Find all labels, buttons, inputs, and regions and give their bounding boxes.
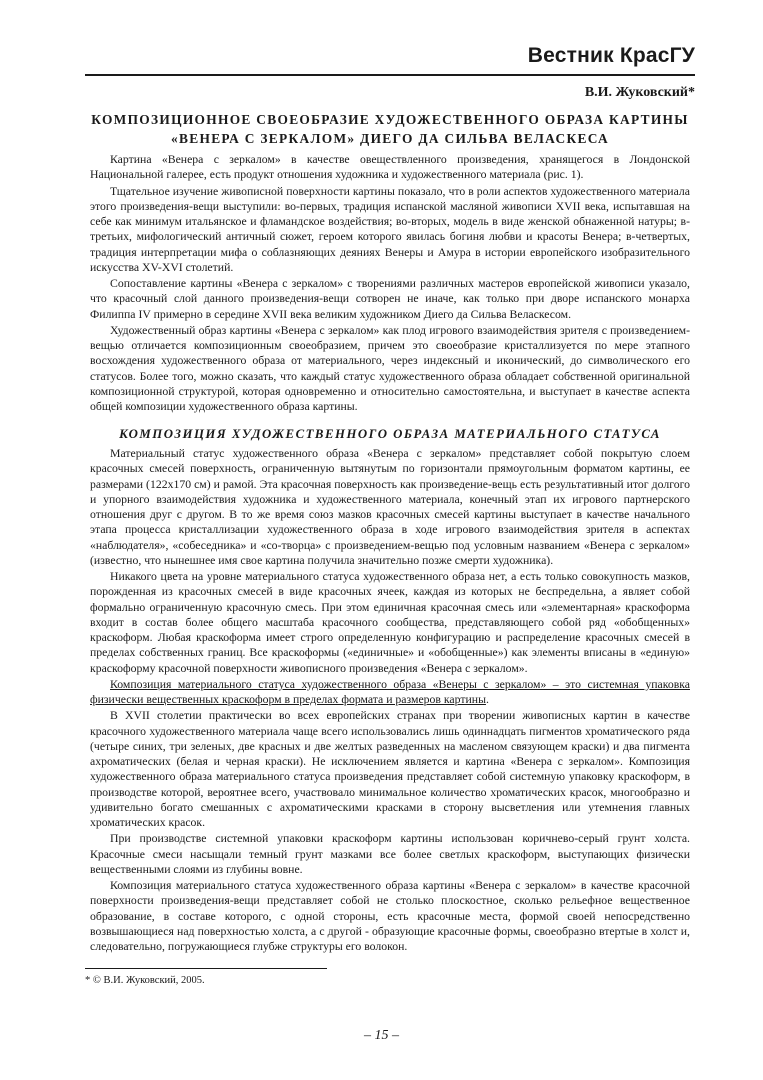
paragraph: Сопоставление картины «Венера с зеркалом» с творениями различных мастеров европейской живописи указало, что красочный слой данного произведения-вещи сотворен не иначе, как только при дворе испанского монарха Филиппа IV примерно в середине XVII века великим художником Диего да Сильва Веласкесом. [90,277,690,321]
footnote-divider [85,968,327,969]
paragraph: Композиция материального статуса художественного образа картины «Венера с зеркалом» в качестве красочной поверхности произведения-вещи представляет собой не столько плоскостное, сколько рельефное вещественное образование, в составе которого, с одной стороны, есть красочные места, формой своей непосредственно возвышающиеся над поверхностью холста, а с другой - образующие красочные формы, своеобразно втертые в холст и, следовательно, погружающиеся глубже структуры его волокон. [90,879,690,953]
journal-header [85,40,695,76]
section-heading: КОМПОЗИЦИЯ ХУДОЖЕСТВЕННОГО ОБРАЗА МАТЕРИАЛЬНОГО СТАТУСА [119,427,661,441]
journal-title: Вестник КрасГУ [527,44,695,67]
author-name: В.И. Жуковский* [584,85,695,100]
paragraph: Тщательное изучение живописной поверхности картины показало, что в роли аспектов художественного материала этого произведения-вещи выступили: во-первых, традиция испанской масляной живописи XVII века, испытавшая на себе как минимум итальянское и фламандское воздействия; во-вторых, модель в виде женской обнаженной натуры; в-третьих, мифологический античный сюжет, героем которого явилась богиня любви и красоты Венера; в-четвертых, традиция интерпретации мифа о соблазняющих деяниях Венеры и Амура в истории европейского изобразительного искусства XV-XVI столетий. [90,184,690,274]
paragraph: Художественный образ картины «Венера с зеркалом» как плод игрового взаимодействия зрителя с произведением-вещью отличается композиционным своеобразием, причем это своеобразие кристаллизуется по мере этапного восхождения художественного образа от материального, через индексный и иконический, до символического его статусов. Более того, можно сказать, что каждый статус художественного образа обладает собственной оригинальной композиционной структурой, которая одновременно и относительно самостоятельна, и выступает в качестве аспекта общей композиции художественного образа картины. [90,323,690,413]
paragraph: Картина «Венера с зеркалом» в качестве овеществленного произведения, хранящегося в Лондонской Национальной галерее, есть продукт отношения художника и художественного материала (рис. 1). [90,153,690,182]
paragraph: Материальный статус художественного образа «Венера с зеркалом» представляет собой покрытую слоем красочных смесей поверхность, ограниченную вытянутым по горизонтали прямоугольным форматом картины, ее размерами (122х170 см) и рамой. Эта красочная поверхность как произведение-вещь есть результативный итог долгого и упорного взаимодействия художника и художественного материала, конечный этап их игрового партнерского отношения друг с другом. В то же время союз мазков красочных смесей картины выступает в качестве начального этапа процесса кристаллизации художественного образа в ходе игрового взаимодействия зрителя в аспектах «наблюдателя», «собеседника» и «со-творца» с произведением-вещью под условным названием «Венера с зеркалом» (известно, что нынешнее имя свое картина получила значительно позже смерти художника). [90,447,690,567]
article-title [85,110,695,148]
footnote: * © В.И. Жуковский, 2005. [85,975,205,986]
paragraph: Никакого цвета на уровне материального статуса художественного образа нет, а есть только совокупность мазков, порожденная из красочных смесей в виде красочных ячеек, каждая из которых не беспредельна, а являет собой формально ограниченную красочную смесь. При этом единичная красочная смесь или «элементарная» краскоформа входит в состав более общего масштаба красочного сообщества, представляющего собой ряд «обобщенных» краскоформ. Любая краскоформа имеет строго определенную конфигурацию и распределение красочных смесей в пределах собственных границ. Все краскоформы («единичные» и «обобщенные») как элементы вписаны в «единую» краскоформу красочной поверхности живописного произведения «Венера с зеркалом». [90,570,690,675]
page-number: – 15 – [364,1028,399,1043]
intro-text [90,152,690,415]
statement-end: . [485,693,489,706]
article-title-line-1: КОМПОЗИЦИОННОЕ СВОЕОБРАЗИЕ ХУДОЖЕСТВЕННОГО ОБРАЗА КАРТИНЫ [91,112,689,127]
paragraph-key-statement [90,677,690,708]
underlined-statement: Композиция материального статуса художественного образа «Венеры с зеркалом» – это системная упаковка физически вещественных краскоформ в пределах формата и размеров картины [90,677,690,706]
paragraph: В XVII столетии практически во всех европейских странах при творении живописных картин в качестве красочного художественного материала чаще всего использовались лишь одиннадцать пигментов хроматического ряда (четыре синих, три зеленых, две красных и две желтых разведенных на масленом связующем краски) и два пигмента ахроматических (белая и черная краски). Не исключением является и картина «Венера с зеркалом». Композиция художественного образа материального статуса произведения представляет собой системную упаковку краскоформ, в производстве которой, вероятнее всего, участвовало минимальное количество хроматических красок, многообразно и удивительно богато смешанных с ахроматическими красками в сторону высветления или утемнения главных хроматических красок. [90,709,690,829]
paragraph: При производстве системной упаковки краскоформ картины использован коричнево-серый грунт холста. Красочные смеси насыщали темный грунт мазками все более светлых краскоформ, выступающих физически вещественными слоями из глубины вовне. [90,832,690,876]
article-title-line-2: «ВЕНЕРА С ЗЕРКАЛОМ» ДИЕГО ДА СИЛЬВА ВЕЛАСКЕСА [171,131,609,146]
section-text [90,446,690,955]
